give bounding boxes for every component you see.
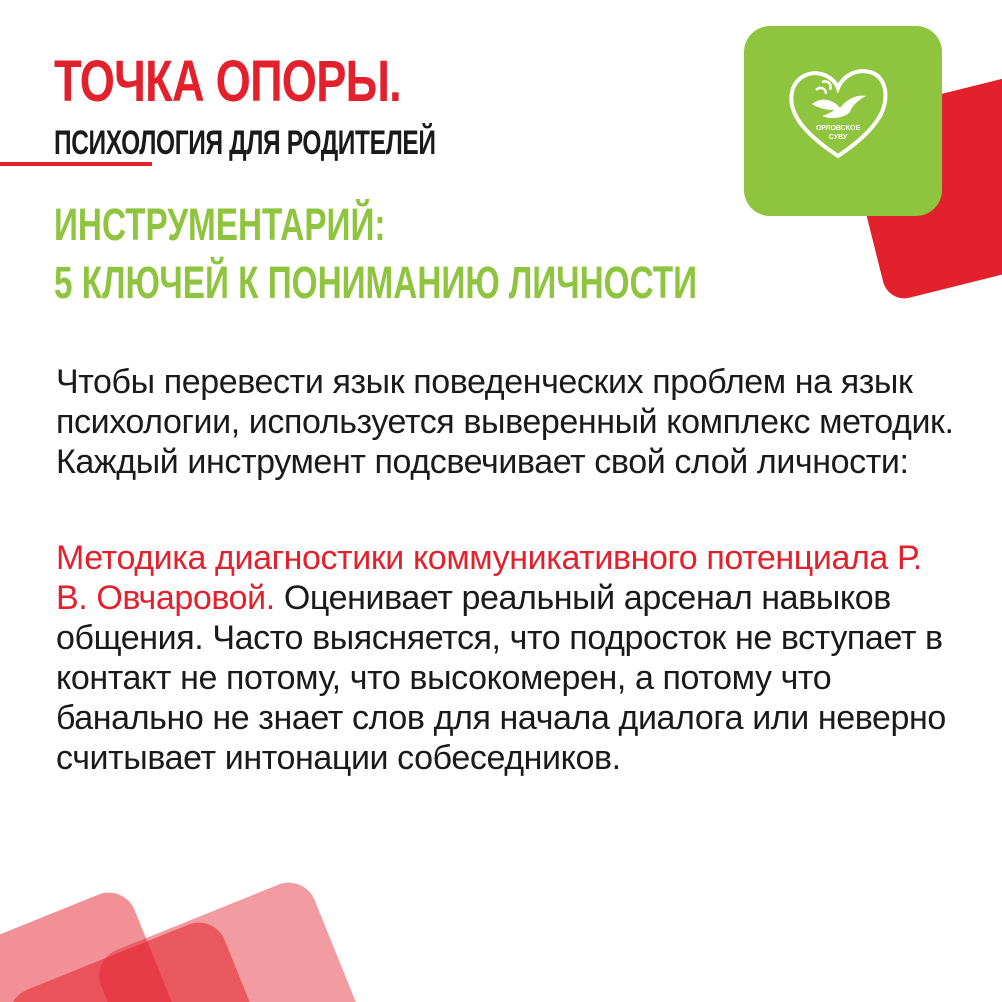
method-description: Оценивает реальный арсенал навыков общения. Часто выясняется, что подросток не вступает в контакт не потому, что высокомерен, а потому что банально не знает слов для начала диалога или неверно считывает интонации собеседников. — [56, 579, 946, 777]
logo-caption-line1: ОРЛОВСКОЕ — [815, 125, 861, 132]
section-heading-line2: 5 КЛЮЧЕЙ К ПОНИМАНИЮ ЛИЧНОСТИ — [54, 257, 698, 308]
brand-subtitle: ПСИХОЛОГИЯ ДЛЯ РОДИТЕЛЕЙ — [54, 124, 436, 162]
logo-caption-line2: СУВУ — [828, 134, 848, 141]
intro-paragraph: Чтобы перевести язык поведенческих проблем на язык психологии, используется выверенный комплекс методик. Каждый инструмент подсвечивает свой слой личности: — [56, 363, 954, 481]
brand-title: ТОЧКА ОПОРЫ. — [54, 49, 401, 114]
method-paragraph — [56, 538, 956, 778]
bottom-decor-shapes — [0, 880, 360, 1002]
header-divider — [0, 162, 152, 166]
section-heading-line1: ИНСТРУМЕНТАРИЙ: — [54, 199, 386, 250]
dove-heart-logo — [782, 60, 894, 164]
section-heading — [54, 196, 697, 312]
method-name: Методика диагностики коммуникативного потенциала Р. В. Овчаровой. — [56, 539, 922, 617]
